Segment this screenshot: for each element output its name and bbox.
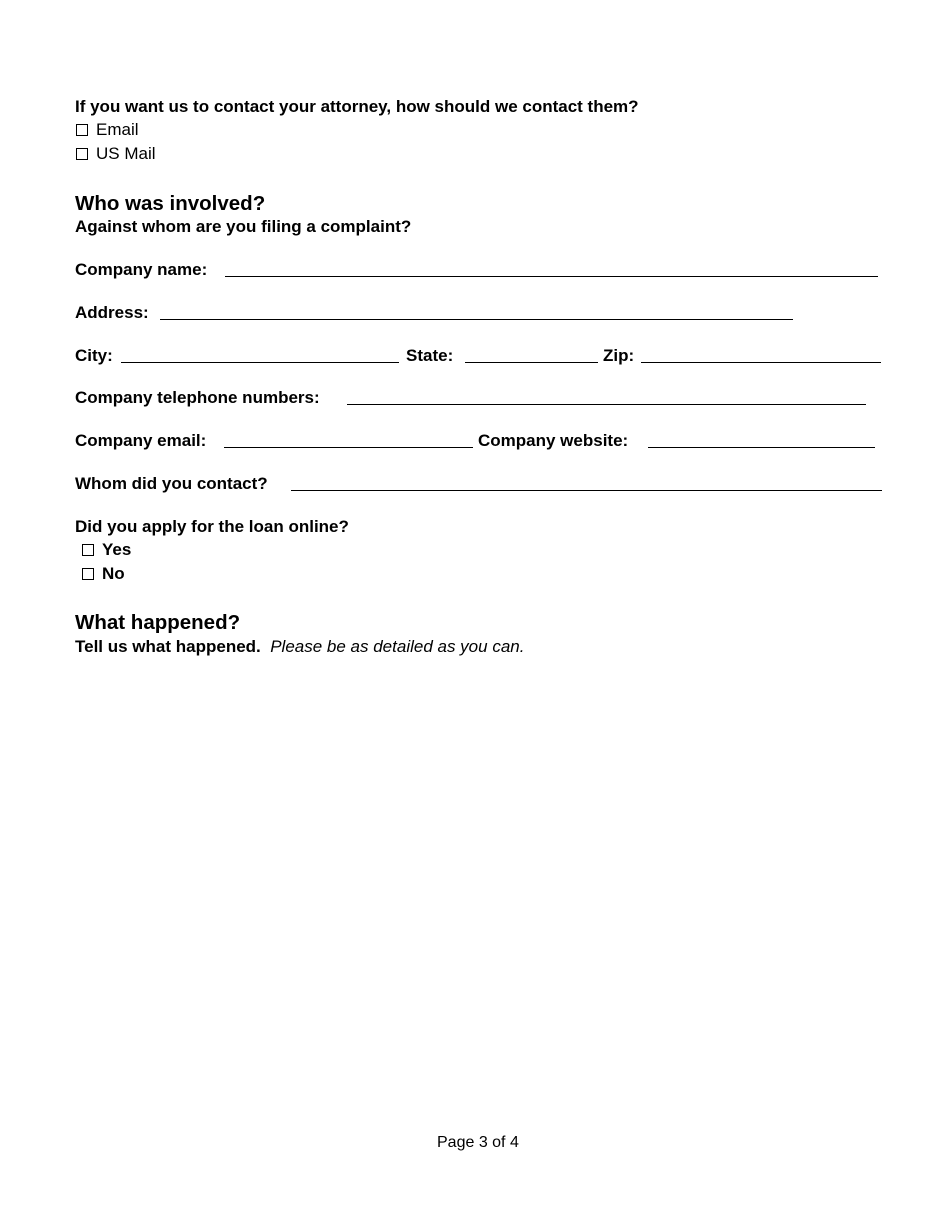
checkbox-icon[interactable]	[82, 568, 94, 580]
address-label: Address:	[75, 303, 149, 322]
zip-label: Zip:	[603, 346, 635, 365]
contact-person-label: Whom did you contact?	[75, 474, 268, 493]
address-field[interactable]	[160, 305, 793, 320]
zip-field[interactable]	[641, 348, 881, 363]
website-field[interactable]	[648, 433, 875, 448]
city-label: City:	[75, 346, 113, 365]
section-heading-what: What happened?	[75, 611, 241, 634]
checkbox-no[interactable]	[82, 565, 125, 582]
attorney-contact-question: If you want us to contact your attorney, how should we contact them?	[75, 97, 639, 116]
page-number: Page 3 of 4	[437, 1134, 519, 1151]
email-field[interactable]	[224, 433, 473, 448]
telephone-label: Company telephone numbers:	[75, 388, 320, 407]
prompt-hint: Please be as detailed as you can.	[270, 637, 525, 656]
section-subheading: Against whom are you filing a complaint?	[75, 217, 412, 236]
company-name-field[interactable]	[225, 262, 878, 277]
online-question: Did you apply for the loan online?	[75, 517, 349, 536]
checkbox-email[interactable]	[76, 121, 139, 138]
option-label: Yes	[102, 540, 132, 559]
happened-prompt	[75, 638, 524, 655]
email-label: Company email:	[75, 431, 207, 450]
city-field[interactable]	[121, 348, 399, 363]
contact-person-field[interactable]	[291, 476, 882, 491]
state-field[interactable]	[465, 348, 598, 363]
checkbox-icon[interactable]	[76, 148, 88, 160]
option-label: No	[102, 564, 125, 583]
checkbox-us-mail[interactable]	[76, 145, 156, 162]
checkbox-icon[interactable]	[82, 544, 94, 556]
company-name-label: Company name:	[75, 260, 208, 279]
state-label: State:	[406, 346, 454, 365]
checkbox-yes[interactable]	[82, 541, 131, 558]
prompt-text: Tell us what happened.	[75, 637, 261, 656]
section-heading-who: Who was involved?	[75, 192, 266, 215]
option-label: US Mail	[96, 144, 156, 163]
option-label: Email	[96, 120, 139, 139]
website-label: Company website:	[478, 431, 629, 450]
telephone-field[interactable]	[347, 390, 866, 405]
checkbox-icon[interactable]	[76, 124, 88, 136]
